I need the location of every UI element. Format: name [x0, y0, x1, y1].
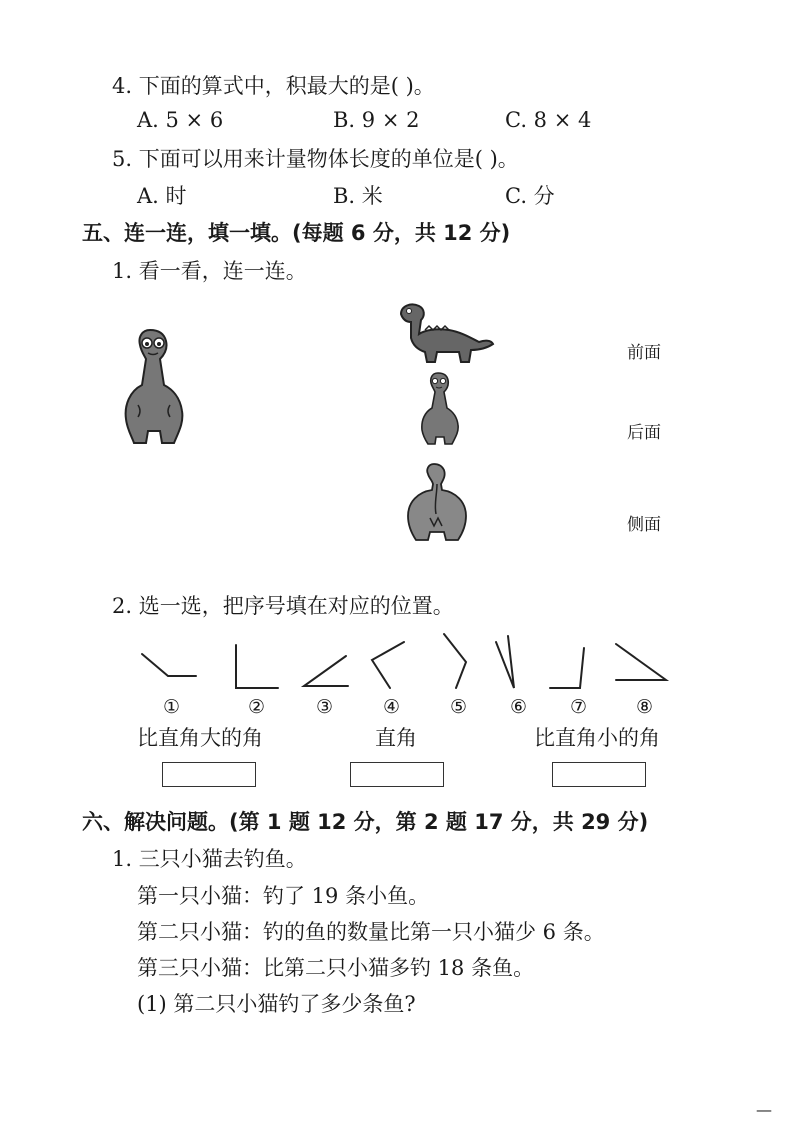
angle-number-2: ② — [248, 696, 266, 718]
angle-5 — [444, 634, 466, 688]
problem1-question-1: (1) 第二只小猫钓了多少条鱼? — [137, 992, 416, 1016]
problem1-line-3: 第三只小猫：比第二只小猫多钓 18 条鱼。 — [137, 956, 535, 980]
section5-sub1-prompt: 1. 看一看，连一连。 — [112, 259, 307, 283]
q5-stem: 5. 下面可以用来计量物体长度的单位是( )。 — [112, 147, 519, 171]
q4-option-b: B. 9 × 2 — [333, 108, 420, 132]
category-right: 直角 — [375, 726, 417, 750]
section5-heading: 五、连一连，填一填。(每题 6 分，共 12 分) — [82, 221, 511, 245]
angle-4 — [372, 642, 404, 688]
q4-stem: 4. 下面的算式中，积最大的是( )。 — [112, 74, 435, 98]
section6-heading: 六、解决问题。(第 1 题 12 分，第 2 题 17 分，共 29 分) — [82, 810, 649, 834]
angle-3 — [304, 656, 348, 686]
problem1-title: 1. 三只小猫去钓鱼。 — [112, 847, 307, 871]
section5-sub2-prompt: 2. 选一选，把序号填在对应的位置。 — [112, 594, 454, 618]
answer-box-obtuse[interactable] — [162, 762, 256, 787]
q4-option-a: A. 5 × 6 — [137, 108, 224, 132]
label-front: 前面 — [627, 343, 661, 363]
angle-number-4: ④ — [383, 696, 401, 718]
angle-8 — [616, 644, 666, 680]
answer-box-acute[interactable] — [552, 762, 646, 787]
label-side: 侧面 — [627, 515, 661, 535]
q4-option-c: C. 8 × 4 — [505, 108, 592, 132]
angle-number-5: ⑤ — [450, 696, 468, 718]
answer-box-right[interactable] — [350, 762, 444, 787]
angle-number-6: ⑥ — [510, 696, 528, 718]
angle-7 — [550, 648, 584, 688]
angle-6 — [496, 636, 514, 688]
label-back: 后面 — [627, 423, 661, 443]
problem1-line-1: 第一只小猫：钓了 19 条小鱼。 — [137, 884, 430, 908]
problem1-line-2: 第二只小猫：钓的鱼的数量比第一只小猫少 6 条。 — [137, 920, 605, 944]
angle-number-1: ① — [163, 696, 181, 718]
angle-number-8: ⑧ — [636, 696, 654, 718]
page-footer-mark: — — [756, 1100, 772, 1119]
q5-option-a: A. 时 — [137, 184, 187, 208]
angle-2 — [236, 645, 278, 688]
q5-option-c: C. 分 — [505, 184, 555, 208]
category-obtuse: 比直角大的角 — [137, 726, 263, 750]
angle-1 — [142, 654, 196, 676]
angle-number-7: ⑦ — [570, 696, 588, 718]
angle-number-3: ③ — [316, 696, 334, 718]
category-acute: 比直角小的角 — [534, 726, 660, 750]
q5-option-b: B. 米 — [333, 184, 383, 208]
